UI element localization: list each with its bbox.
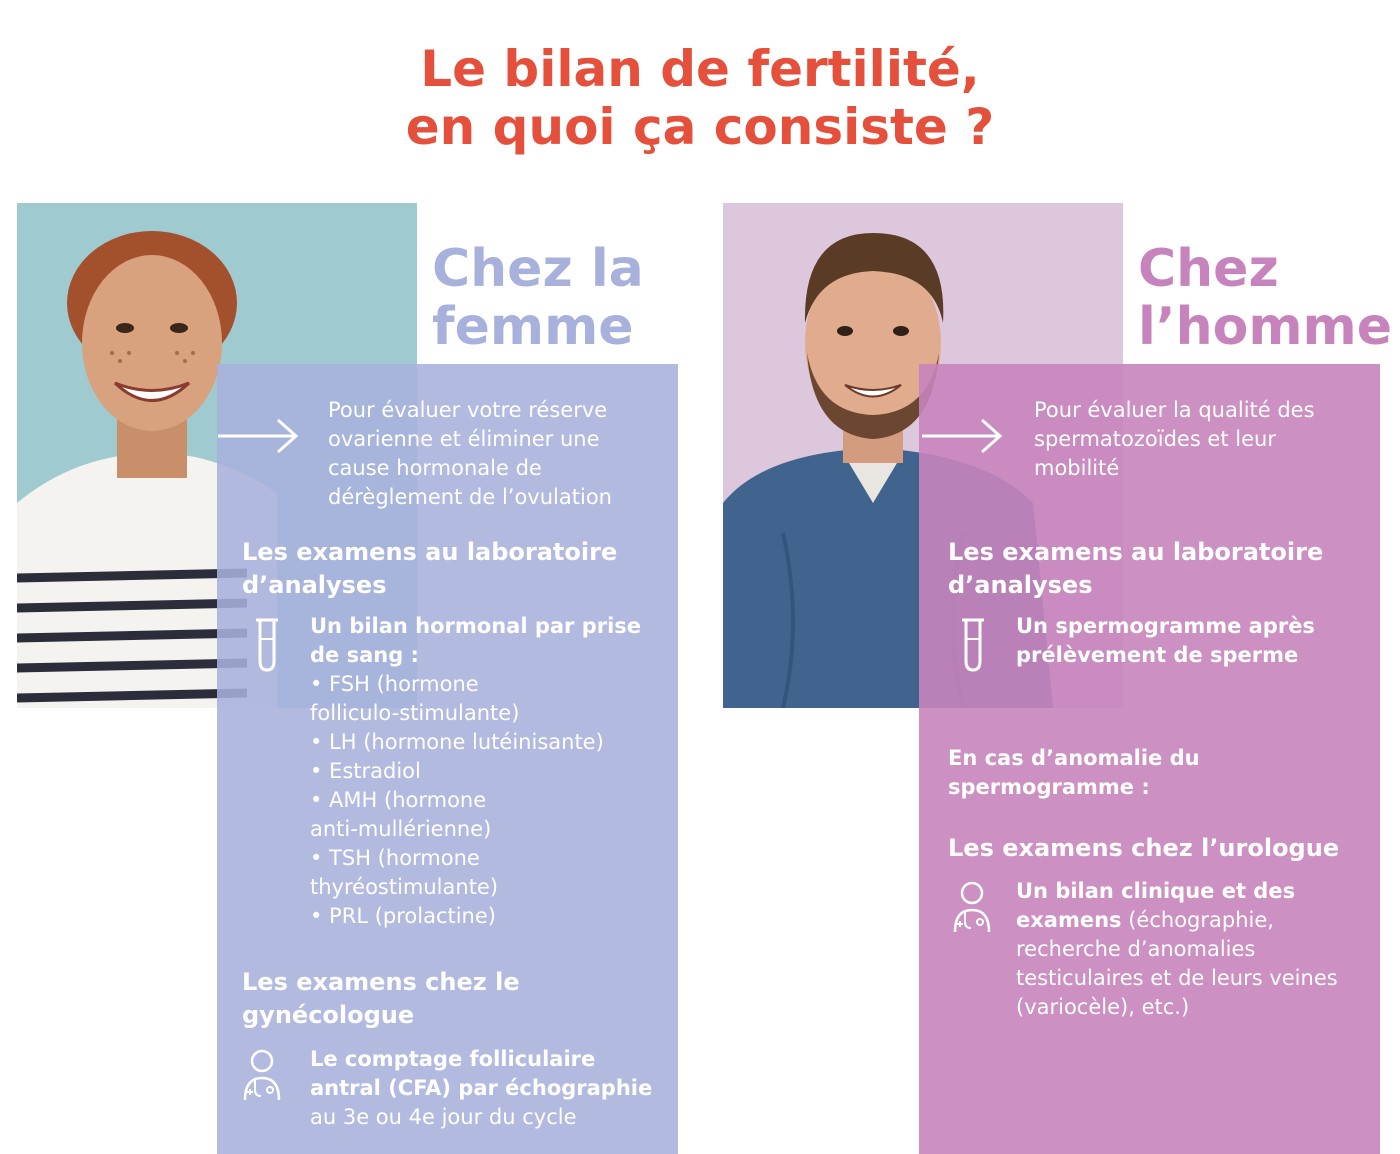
list-item: • AMH (hormone [310, 788, 487, 812]
homme-intro-line: spermatozoïdes et leur [1034, 427, 1276, 451]
homme-intro-line: mobilité [1034, 456, 1120, 480]
homme-uro-item-bold: Un bilan clinique et des [1016, 879, 1296, 903]
femme-lab-title-line: d’analyses [242, 571, 387, 599]
arrow-right-icon [922, 418, 1004, 454]
femme-intro-line: ovarienne et éliminer une [328, 427, 600, 451]
femme-lab-item [310, 612, 641, 931]
femme-lab-item-title: Un bilan hormonal par prise [310, 614, 642, 638]
list-item: • Estradiol [310, 759, 421, 783]
list-item: anti-mullérienne) [310, 817, 492, 841]
femme-intro-line: cause hormonale de [328, 456, 542, 480]
homme-intro-line: Pour évaluer la qualité des [1034, 398, 1315, 422]
title-line-1: Le bilan de fertilité, [420, 40, 980, 98]
homme-lab-item-title: prélèvement de sperme [1016, 643, 1299, 667]
doctor-icon [952, 880, 992, 934]
test-tube-icon [254, 617, 280, 673]
femme-gyn-item [310, 1045, 652, 1132]
femme-intro-line: dérèglement de l’ovulation [328, 485, 612, 509]
list-item: • LH (hormone lutéinisante) [310, 730, 604, 754]
list-item: folliculo-stimulante) [310, 701, 520, 725]
list-item: • PRL (prolactine) [310, 904, 496, 928]
femme-lab-item-title: de sang : [310, 643, 419, 667]
femme-gyn-item-bold: Le comptage folliculaire [310, 1047, 596, 1071]
femme-intro [328, 396, 612, 512]
homme-anomaly [948, 744, 1200, 802]
homme-heading [1138, 240, 1392, 356]
homme-uro-item-bold: examens [1016, 908, 1122, 932]
list-item: • TSH (hormone [310, 846, 480, 870]
hormone-list [310, 670, 641, 931]
list-item: thyréostimulante) [310, 875, 499, 899]
homme-lab-item [1016, 612, 1315, 670]
femme-gyn-title-line: gynécologue [242, 1001, 415, 1029]
homme-uro-item-rest: recherche d’anomalies [1016, 937, 1256, 961]
homme-uro-item-rest: (variocèle), etc.) [1016, 995, 1190, 1019]
doctor-icon [242, 1048, 282, 1102]
femme-lab-title-line: Les examens au laboratoire [242, 538, 618, 566]
homme-lab-title [948, 536, 1323, 602]
list-item: • FSH (hormone [310, 672, 479, 696]
homme-lab-title-line: d’analyses [948, 571, 1093, 599]
homme-lab-title-line: Les examens au laboratoire [948, 538, 1324, 566]
femme-gyn-item-rest: au 3e ou 4e jour du cycle [310, 1105, 577, 1129]
femme-heading-line-1: Chez la [432, 239, 644, 299]
femme-heading [432, 240, 644, 356]
homme-uro-item-rest: (échographie, [1121, 908, 1274, 932]
homme-uro-item [1016, 877, 1338, 1022]
femme-gyn-item-bold: antral (CFA) par échographie [310, 1076, 653, 1100]
homme-lab-item-title: Un spermogramme après [1016, 614, 1315, 638]
page-title [0, 40, 1400, 156]
homme-intro [1034, 396, 1315, 483]
homme-heading-line-2: l’homme [1138, 297, 1392, 357]
homme-anomaly-line: spermogramme : [948, 775, 1150, 799]
femme-gyn-title-line: Les examens chez le [242, 968, 520, 996]
homme-uro-title [948, 832, 1339, 865]
femme-lab-title [242, 536, 617, 602]
homme-anomaly-line: En cas d’anomalie du [948, 746, 1200, 770]
homme-heading-line-1: Chez [1138, 239, 1279, 299]
arrow-right-icon [218, 418, 300, 454]
homme-uro-item-rest: testiculaires et de leurs veines [1016, 966, 1338, 990]
title-line-2: en quoi ça consiste ? [405, 98, 995, 156]
femme-heading-line-2: femme [432, 297, 634, 357]
test-tube-icon [960, 617, 986, 673]
homme-uro-item-line [1016, 906, 1338, 935]
femme-intro-line: Pour évaluer votre réserve [328, 398, 608, 422]
femme-gyn-title [242, 966, 520, 1032]
homme-uro-title-line: Les examens chez l’urologue [948, 834, 1340, 862]
